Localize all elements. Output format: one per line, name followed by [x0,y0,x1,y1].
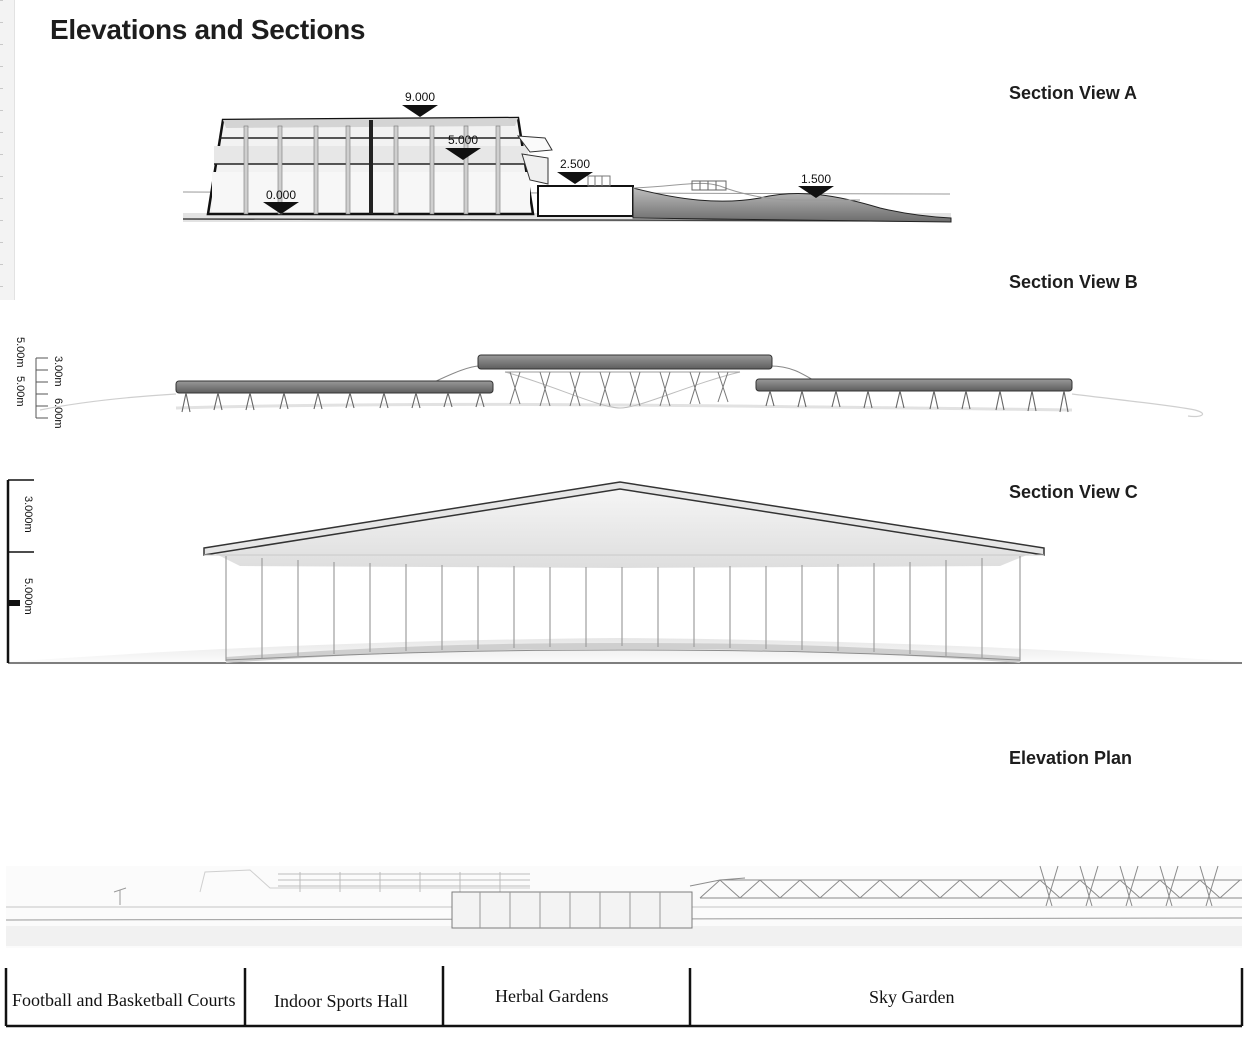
svg-text:0.000: 0.000 [265,188,297,202]
svg-text:2.500: 2.500 [559,157,591,171]
section-b-scale-bar [14,337,64,429]
elevation-plan-drawing [6,866,1242,948]
elevation-plan-title: Elevation Plan [1009,748,1133,768]
left-canopy-deck [176,381,493,393]
svg-text:5.00m: 5.00m [14,376,26,407]
svg-text:6.00m: 6.00m [52,398,64,429]
rooftop-railing [588,176,610,186]
zone-label-sports-hall: Indoor Sports Hall [274,991,408,1011]
central-bridge-deck [478,355,772,369]
section-c-title: Section View C [1009,482,1138,502]
svg-text:5.000: 5.000 [447,133,479,147]
svg-text:3.00m: 3.00m [52,356,64,387]
level-marker-9000 [402,90,438,117]
svg-text:3.000m: 3.000m [22,496,34,533]
zone-label-courts: Football and Basketball Courts [12,990,236,1010]
section-a-drawing [183,90,951,222]
svg-text:1.500: 1.500 [800,172,832,186]
zone-label-herbal-gardens: Herbal Gardens [495,986,609,1006]
section-b-title: Section View B [1009,272,1138,292]
section-a-title: Section View A [1009,83,1138,103]
section-c-drawing [8,480,1242,667]
svg-text:9.000: 9.000 [404,90,436,104]
left-canopy-supports [182,393,484,412]
zone-label-sky-garden: Sky Garden [869,987,955,1007]
section-c-scale-bar [8,480,34,663]
sports-building-section [208,118,552,214]
page-title: Elevations and Sections [50,14,366,45]
garden-pavilion [692,181,726,190]
svg-text:5.000m: 5.000m [22,578,34,615]
section-b-drawing [14,337,1203,429]
hall-elevation [452,892,692,928]
low-block-section [538,186,633,216]
right-canopy-deck [756,379,1072,391]
svg-text:5.00m: 5.00m [14,337,26,368]
